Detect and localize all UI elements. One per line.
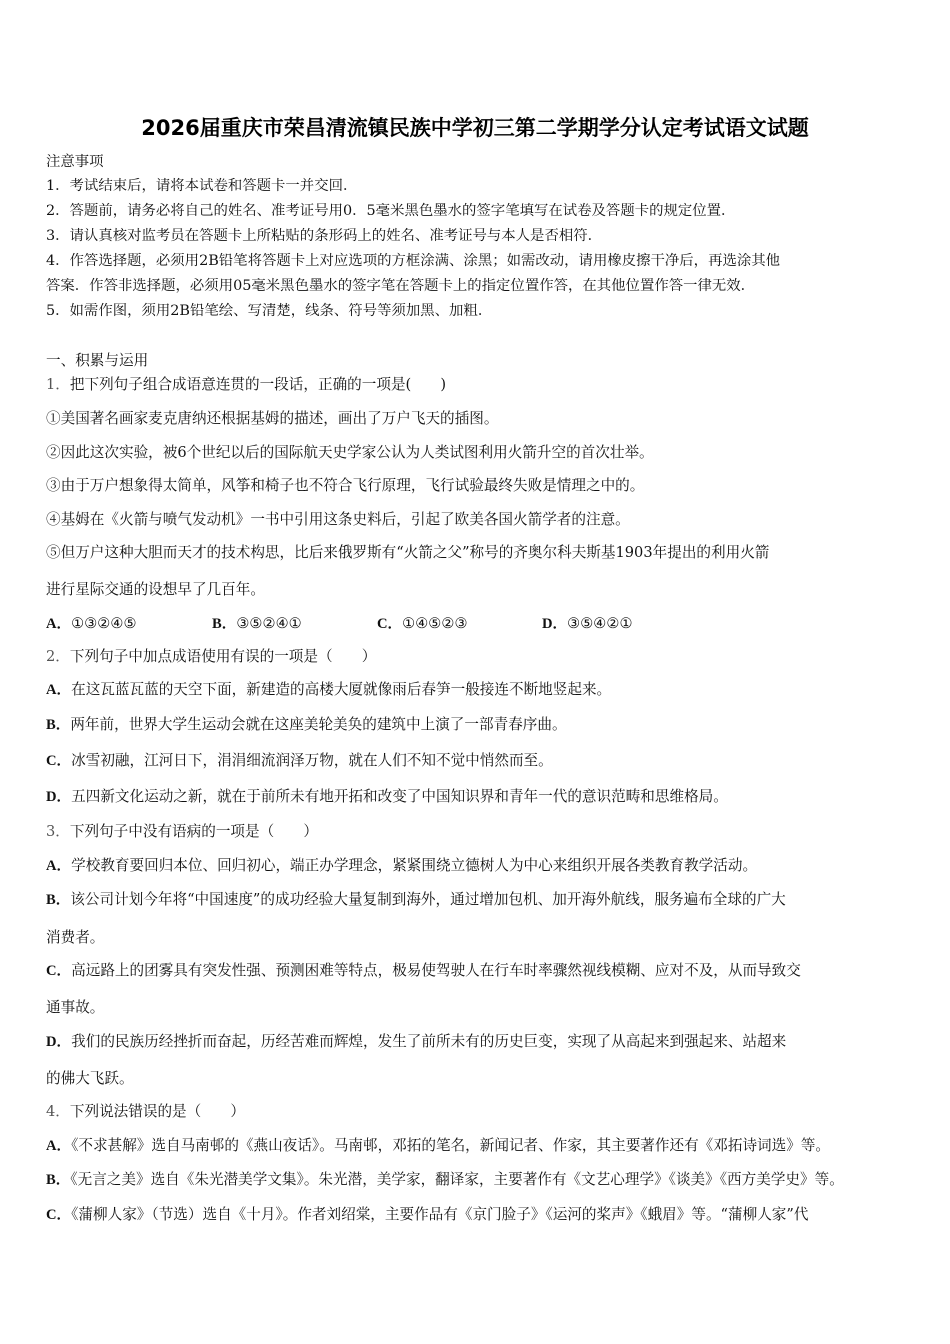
page-title: 2026届重庆市荣昌清流镇民族中学初三第二学期学分认定考试语文试题 (141, 116, 809, 140)
q3-option-c-cont: 通事故。 (46, 999, 105, 1016)
q1-sentence: ③由于万户想象得太简单，风筝和椅子也不符合飞行原理，飞行试验最终失败是情理之中的。 (46, 477, 645, 494)
q1-sentence: ①美国著名画家麦克唐纳还根据基姆的描述，画出了万户飞天的插图。 (46, 410, 499, 427)
q1-choices (46, 612, 746, 634)
q2-option-c[interactable]: C．冰雪初融，江河日下，涓涓细流润泽万物，就在人们不知不觉中悄然而至。 (46, 752, 553, 769)
q2-option-b[interactable]: B．两年前，世界大学生运动会就在这座美轮美奂的建筑中上演了一部青春序曲。 (46, 716, 567, 733)
q2-option-a[interactable]: A．在这瓦蓝瓦蓝的天空下面，新建造的高楼大厦就像雨后春笋一般接连不断地竖起来。 (46, 681, 612, 698)
choice-b[interactable]: B．③⑤②④① (212, 615, 302, 632)
question-number: 4． (46, 1103, 70, 1120)
choice-d[interactable]: D．③⑤④②① (542, 615, 633, 632)
question-3-stem (46, 822, 318, 842)
notice-item: 3．请认真核对监考员在答题卡上所粘贴的条形码上的姓名、准考证号与本人是否相符． (46, 228, 603, 244)
dotted-idiom: 美轮美奂 (303, 716, 363, 733)
question-text: 下列句子中加点成语使用有误的一项是（ ） (69, 648, 377, 665)
q3-option-c[interactable]: C．高远路上的团雾具有突发性强、预测困难等特点，极易使驾驶人在行车时率骤然视线模糊、应对不及，从而导致交 (46, 962, 801, 979)
question-1-stem (46, 375, 446, 395)
q3-option-a[interactable]: A．学校教育要回归本位、回归初心，端正办学理念，紧紧围绕立德树人为中心来组织开展各类教育教学活动。 (46, 857, 758, 874)
dotted-idiom: 雨后春笋 (392, 681, 451, 698)
notice-heading: 注意事项 (46, 154, 104, 170)
question-4-stem (46, 1102, 245, 1122)
q3-option-b[interactable]: B．该公司计划今年将“中国速度”的成功经验大量复制到海外，通过增加包机、加开海外航线，服务遍布全球的广大 (46, 891, 786, 908)
q1-sentence: ⑤但万户这种大胆而天才的技术构思，比后来俄罗斯有“火箭之父”称号的齐奥尔科夫斯基1903年提出的利用火箭 (46, 544, 770, 561)
notice-item: 4．作答选择题，必须用2B铅笔将答题卡上对应选项的方框涂满、涂黑；如需改动，请用橡皮擦干净后，再选涂其他 (46, 253, 781, 269)
notice-item: 2．答题前，请务必将自己的姓名、准考证号用0．5毫米黑色墨水的签字笔填写在试卷及答题卡的规定位置． (46, 203, 736, 219)
q1-sentence: ②因此这次实验，被6个世纪以后的国际航天史学家公认为人类试图利用火箭升空的首次壮举。 (46, 444, 654, 461)
q1-sentence: ④基姆在《火箭与喷气发动机》一书中引用这条史料后，引起了欧美各国火箭学者的注意。 (46, 511, 630, 528)
choice-c[interactable]: C．①④⑤②③ (377, 615, 468, 632)
notice-item: 1．考试结束后，请将本试卷和答题卡一并交回． (46, 178, 358, 194)
q2-option-d[interactable]: D．五四新文化运动之新，就在于前所未有地开拓和改变了中国知识界和青年一代的意识范畴和思维格局。 (46, 788, 728, 805)
question-text: 下列句子中没有语病的一项是（ ） (69, 823, 318, 840)
q3-option-d[interactable]: D．我们的民族历经挫折而奋起，历经苦难而辉煌，发生了前所未有的历史巨变，实现了从高起来到强起来、站超来 (46, 1033, 787, 1050)
q4-option-b[interactable]: B．《无言之美》选自《朱光潜美学文集》。朱光潜，美学家，翻译家，主要著作有《文艺心理学》《谈美》《西方美学史》等。 (46, 1171, 844, 1188)
section-heading: 一、积累与运用 (46, 352, 149, 369)
question-text: 把下列句子组合成语意连贯的一段话，正确的一项是( ) (69, 376, 447, 393)
notice-item: 5．如需作图，须用2B铅笔绘、写清楚，线条、符号等须加黑、加粗． (46, 303, 493, 319)
choice-a[interactable]: A．①③②④⑤ (46, 615, 137, 632)
notice-item: 答案．作答非选择题，必须用05毫米黑色墨水的签字笔在答题卡上的指定位置作答，在其他位置作答一律无效． (46, 278, 756, 294)
question-number: 2． (46, 648, 70, 665)
q1-sentence: 进行星际交通的设想早了几百年。 (46, 581, 265, 598)
question-number: 3． (46, 823, 70, 840)
question-number: 1． (46, 376, 70, 393)
question-2-stem (46, 647, 376, 667)
q4-option-a[interactable]: A．《不求甚解》选自马南邨的《燕山夜话》。马南邨，邓拓的笔名，新闻记者、作家，其主要著作还有《邓拓诗词选》等。 (46, 1137, 831, 1154)
question-text: 下列说法错误的是（ ） (69, 1103, 246, 1120)
q3-option-b-cont: 消费者。 (46, 929, 105, 946)
q4-option-c[interactable]: C．《蒲柳人家》（节选）选自《十月》。作者刘绍棠，主要作品有《京门脸子》《运河的桨声》《蛾眉》等。“蒲柳人家”代 (46, 1206, 809, 1223)
q3-option-d-cont: 的佛大飞跃。 (46, 1070, 134, 1087)
